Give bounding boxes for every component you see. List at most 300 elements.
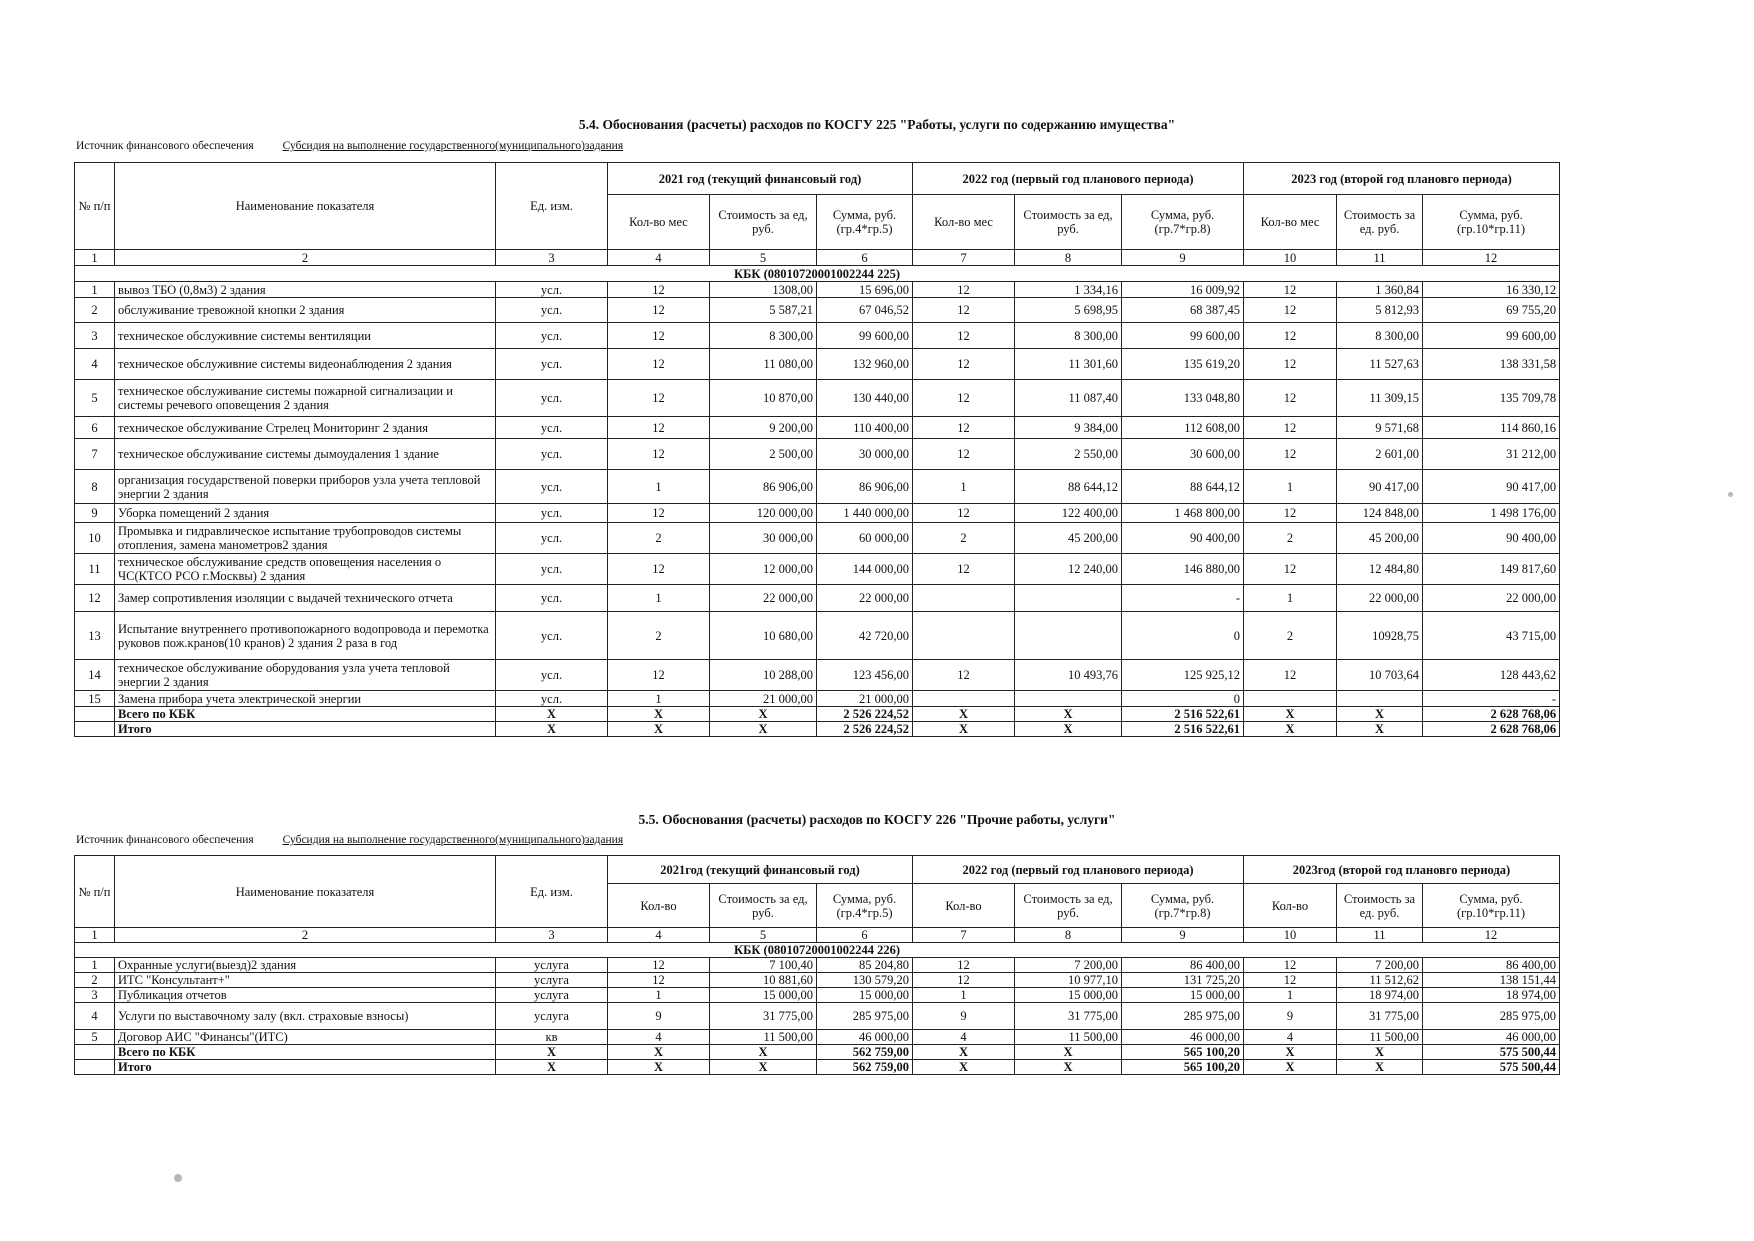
- total-label: Итого: [115, 722, 496, 737]
- sum-2022: 0: [1122, 691, 1244, 707]
- header-price-2021: Стоимость за ед, руб.: [710, 884, 817, 928]
- section2-header: [75, 856, 1560, 928]
- total-sum-2023: 575 500,44: [1423, 1045, 1560, 1060]
- row-num: 3: [75, 323, 115, 349]
- column-number: 6: [817, 928, 913, 943]
- kbk-code: КБК (08010720001002244 226): [75, 943, 1560, 958]
- qty-2023: 1: [1244, 470, 1337, 504]
- total-sum-2021: 562 759,00: [817, 1060, 913, 1075]
- qty-2021: 12: [608, 417, 710, 439]
- header-year-2022: 2022 год (первый год планового периода): [913, 856, 1244, 884]
- qty-2021: 12: [608, 439, 710, 470]
- total-unit: Х: [496, 722, 608, 737]
- column-number: 9: [1122, 250, 1244, 266]
- table-row: [75, 554, 1560, 585]
- qty-2023: 12: [1244, 349, 1337, 380]
- qty-2022: 12: [913, 958, 1015, 973]
- sum-2022: 1 468 800,00: [1122, 504, 1244, 523]
- total-price-2022: Х: [1015, 722, 1122, 737]
- table-row: [75, 958, 1560, 973]
- sum-2021: 110 400,00: [817, 417, 913, 439]
- sum-2021: 144 000,00: [817, 554, 913, 585]
- header-sum-2023: Сумма, руб. (гр.10*гр.11): [1423, 195, 1560, 250]
- column-numbers-row: [75, 928, 1560, 943]
- table-row: [75, 988, 1560, 1003]
- qty-2022: 1: [913, 470, 1015, 504]
- row-num: 5: [75, 1030, 115, 1045]
- header-price-2023: Стоимость за ед. руб.: [1337, 884, 1423, 928]
- column-number: 8: [1015, 250, 1122, 266]
- sum-2021: 15 000,00: [817, 988, 913, 1003]
- sum-2022: 131 725,20: [1122, 973, 1244, 988]
- scan-speck: [1728, 492, 1733, 497]
- header-year-2021: 2021год (текущий финансовый год): [608, 856, 913, 884]
- sum-2021: 99 600,00: [817, 323, 913, 349]
- sum-2021: 67 046,52: [817, 298, 913, 323]
- qty-2021: 12: [608, 349, 710, 380]
- kbk-row: [75, 266, 1560, 282]
- header-price-2023: Стоимость за ед. руб.: [1337, 195, 1423, 250]
- table-row: [75, 323, 1560, 349]
- qty-2023: 12: [1244, 554, 1337, 585]
- total-sum-2023: 2 628 768,06: [1423, 707, 1560, 722]
- sum-2021: 15 696,00: [817, 282, 913, 298]
- price-2021: 120 000,00: [710, 504, 817, 523]
- sum-2023: 138 151,44: [1423, 973, 1560, 988]
- qty-2023: 12: [1244, 660, 1337, 691]
- sum-2022: 15 000,00: [1122, 988, 1244, 1003]
- row-unit: усл.: [496, 439, 608, 470]
- header-year-2023: 2023 год (второй год плановго периода): [1244, 163, 1560, 195]
- price-2021: 2 500,00: [710, 439, 817, 470]
- table-row: [75, 349, 1560, 380]
- total-price-2023: Х: [1337, 1045, 1423, 1060]
- row-unit: усл.: [496, 612, 608, 660]
- column-number: 2: [115, 250, 496, 266]
- kbk-row: [75, 943, 1560, 958]
- row-unit: усл.: [496, 470, 608, 504]
- total-qty-2023: Х: [1244, 1045, 1337, 1060]
- header-price-2022: Стоимость за ед, руб.: [1015, 884, 1122, 928]
- column-number: 11: [1337, 250, 1423, 266]
- row-unit: усл.: [496, 417, 608, 439]
- price-2023: 9 571,68: [1337, 417, 1423, 439]
- price-2021: 15 000,00: [710, 988, 817, 1003]
- price-2022: 88 644,12: [1015, 470, 1122, 504]
- qty-2023: 12: [1244, 298, 1337, 323]
- source-label: Источник финансового обеспечения: [76, 140, 254, 152]
- table-row: [75, 523, 1560, 554]
- row-name: техническое обслуживание средств оповещения населения о ЧС(КТСО РСО г.Москвы) 2 здания: [115, 554, 496, 585]
- qty-2023: 12: [1244, 973, 1337, 988]
- total-price-2022: Х: [1015, 707, 1122, 722]
- row-num: 4: [75, 1003, 115, 1030]
- sum-2023: 90 417,00: [1423, 470, 1560, 504]
- header-sum-2022: Сумма, руб. (гр.7*гр.8): [1122, 195, 1244, 250]
- qty-2022: 12: [913, 417, 1015, 439]
- price-2023: [1337, 691, 1423, 707]
- price-2021: 11 080,00: [710, 349, 817, 380]
- sum-2023: 135 709,78: [1423, 380, 1560, 417]
- price-2021: 5 587,21: [710, 298, 817, 323]
- total-sum-2021: 2 526 224,52: [817, 722, 913, 737]
- scan-speck: [174, 1174, 182, 1182]
- total-num: [75, 722, 115, 737]
- sum-2023: 1 498 176,00: [1423, 504, 1560, 523]
- row-unit: усл.: [496, 691, 608, 707]
- column-number: 10: [1244, 928, 1337, 943]
- qty-2021: 12: [608, 282, 710, 298]
- header-qty-2023: Кол-во мес: [1244, 195, 1337, 250]
- table-row: [75, 470, 1560, 504]
- price-2022: 15 000,00: [1015, 988, 1122, 1003]
- sum-2021: 85 204,80: [817, 958, 913, 973]
- row-num: 15: [75, 691, 115, 707]
- qty-2023: 12: [1244, 958, 1337, 973]
- sum-2022: 68 387,45: [1122, 298, 1244, 323]
- row-name: Услуги по выставочному залу (вкл. страховые взносы): [115, 1003, 496, 1030]
- price-2021: 21 000,00: [710, 691, 817, 707]
- price-2023: 5 812,93: [1337, 298, 1423, 323]
- sum-2021: 42 720,00: [817, 612, 913, 660]
- qty-2022: 12: [913, 282, 1015, 298]
- qty-2021: 12: [608, 380, 710, 417]
- qty-2022: 12: [913, 973, 1015, 988]
- total-sum-2022: 565 100,20: [1122, 1060, 1244, 1075]
- column-number: 7: [913, 928, 1015, 943]
- price-2022: 2 550,00: [1015, 439, 1122, 470]
- price-2023: 11 500,00: [1337, 1030, 1423, 1045]
- price-2023: 7 200,00: [1337, 958, 1423, 973]
- row-num: 11: [75, 554, 115, 585]
- row-name: техническое обслуживание системы пожарной сигнализации и системы речевого оповещения 2 здания: [115, 380, 496, 417]
- price-2022: 7 200,00: [1015, 958, 1122, 973]
- qty-2021: 2: [608, 523, 710, 554]
- row-unit: услуга: [496, 973, 608, 988]
- total-qty-2022: Х: [913, 707, 1015, 722]
- qty-2023: 12: [1244, 439, 1337, 470]
- price-2023: 124 848,00: [1337, 504, 1423, 523]
- qty-2023: 12: [1244, 417, 1337, 439]
- row-num: 4: [75, 349, 115, 380]
- row-unit: усл.: [496, 380, 608, 417]
- column-number: 4: [608, 928, 710, 943]
- price-2021: 10 881,60: [710, 973, 817, 988]
- price-2022: 31 775,00: [1015, 1003, 1122, 1030]
- header-qty-2023: Кол-во: [1244, 884, 1337, 928]
- row-name: Замер сопротивления изоляции с выдачей технического отчета: [115, 585, 496, 612]
- table-row: [75, 973, 1560, 988]
- price-2023: 18 974,00: [1337, 988, 1423, 1003]
- column-numbers-row: [75, 250, 1560, 266]
- column-number: 5: [710, 250, 817, 266]
- total-price-2021: Х: [710, 1045, 817, 1060]
- qty-2022: 12: [913, 323, 1015, 349]
- sum-2022: 86 400,00: [1122, 958, 1244, 973]
- sum-2023: 43 715,00: [1423, 612, 1560, 660]
- qty-2022: 9: [913, 1003, 1015, 1030]
- total-sum-2021: 2 526 224,52: [817, 707, 913, 722]
- sum-2022: 88 644,12: [1122, 470, 1244, 504]
- column-number: 3: [496, 928, 608, 943]
- sum-2023: -: [1423, 691, 1560, 707]
- qty-2023: 1: [1244, 585, 1337, 612]
- price-2023: 31 775,00: [1337, 1003, 1423, 1030]
- sum-2021: 132 960,00: [817, 349, 913, 380]
- qty-2022: 12: [913, 554, 1015, 585]
- row-num: 2: [75, 298, 115, 323]
- total-row: [75, 1060, 1560, 1075]
- section2-body: [75, 928, 1560, 1075]
- sum-2023: 69 755,20: [1423, 298, 1560, 323]
- sum-2023: 114 860,16: [1423, 417, 1560, 439]
- table-row: [75, 504, 1560, 523]
- price-2022: 9 384,00: [1015, 417, 1122, 439]
- price-2021: 31 775,00: [710, 1003, 817, 1030]
- row-unit: усл.: [496, 349, 608, 380]
- table-row: [75, 417, 1560, 439]
- row-unit: кв: [496, 1030, 608, 1045]
- qty-2022: 12: [913, 298, 1015, 323]
- row-unit: усл.: [496, 523, 608, 554]
- price-2021: 86 906,00: [710, 470, 817, 504]
- row-name: техническое обслуживание системы дымоудаления 1 здание: [115, 439, 496, 470]
- table-row: [75, 1003, 1560, 1030]
- sum-2022: 90 400,00: [1122, 523, 1244, 554]
- price-2022: 11 301,60: [1015, 349, 1122, 380]
- total-price-2022: Х: [1015, 1045, 1122, 1060]
- header-unit: Ед. изм.: [496, 856, 608, 928]
- price-2022: 12 240,00: [1015, 554, 1122, 585]
- row-name: Публикация отчетов: [115, 988, 496, 1003]
- total-price-2023: Х: [1337, 1060, 1423, 1075]
- header-qty-2022: Кол-во мес: [913, 195, 1015, 250]
- row-unit: усл.: [496, 585, 608, 612]
- row-unit: услуга: [496, 958, 608, 973]
- sum-2022: 99 600,00: [1122, 323, 1244, 349]
- row-name: Испытание внутреннего противопожарного водопровода и перемотка руковов пож.кранов(10 кранов) 2 здания 2 раза в год: [115, 612, 496, 660]
- price-2023: 2 601,00: [1337, 439, 1423, 470]
- total-qty-2021: Х: [608, 707, 710, 722]
- sum-2022: 0: [1122, 612, 1244, 660]
- total-price-2021: Х: [710, 722, 817, 737]
- sum-2023: 18 974,00: [1423, 988, 1560, 1003]
- header-unit: Ед. изм.: [496, 163, 608, 250]
- total-qty-2022: Х: [913, 722, 1015, 737]
- sum-2023: 285 975,00: [1423, 1003, 1560, 1030]
- row-num: 5: [75, 380, 115, 417]
- total-sum-2021: 562 759,00: [817, 1045, 913, 1060]
- row-unit: усл.: [496, 282, 608, 298]
- row-name: Договор АИС "Финансы"(ИТС): [115, 1030, 496, 1045]
- row-num: 7: [75, 439, 115, 470]
- sum-2021: 22 000,00: [817, 585, 913, 612]
- sum-2022: 112 608,00: [1122, 417, 1244, 439]
- source-value: Субсидия на выполнение государственного(муниципального)задания: [282, 140, 624, 152]
- total-qty-2023: Х: [1244, 707, 1337, 722]
- price-2022: 122 400,00: [1015, 504, 1122, 523]
- price-2021: 11 500,00: [710, 1030, 817, 1045]
- price-2023: 12 484,80: [1337, 554, 1423, 585]
- total-sum-2023: 575 500,44: [1423, 1060, 1560, 1075]
- qty-2021: 12: [608, 973, 710, 988]
- row-name: вывоз ТБО (0,8м3) 2 здания: [115, 282, 496, 298]
- section1-title: 5.4. Обоснования (расчеты) расходов по КОСГУ 225 "Работы, услуги по содержанию имущества": [578, 117, 1176, 132]
- column-number: 12: [1423, 928, 1560, 943]
- sum-2023: 99 600,00: [1423, 323, 1560, 349]
- sum-2021: 123 456,00: [817, 660, 913, 691]
- row-unit: усл.: [496, 660, 608, 691]
- price-2023: 22 000,00: [1337, 585, 1423, 612]
- price-2022: 10 493,76: [1015, 660, 1122, 691]
- column-number: 2: [115, 928, 496, 943]
- total-sum-2022: 2 516 522,61: [1122, 722, 1244, 737]
- header-price-2021: Стоимость за ед, руб.: [710, 195, 817, 250]
- row-num: 2: [75, 973, 115, 988]
- qty-2022: 12: [913, 660, 1015, 691]
- qty-2022: 2: [913, 523, 1015, 554]
- price-2022: 45 200,00: [1015, 523, 1122, 554]
- column-number: 1: [75, 928, 115, 943]
- price-2021: 10 680,00: [710, 612, 817, 660]
- qty-2021: 1: [608, 988, 710, 1003]
- column-number: 8: [1015, 928, 1122, 943]
- price-2022: 8 300,00: [1015, 323, 1122, 349]
- price-2022: 11 087,40: [1015, 380, 1122, 417]
- header-sum-2022: Сумма, руб. (гр.7*гр.8): [1122, 884, 1244, 928]
- total-unit: Х: [496, 1060, 608, 1075]
- price-2022: 11 500,00: [1015, 1030, 1122, 1045]
- sum-2021: 86 906,00: [817, 470, 913, 504]
- row-unit: усл.: [496, 323, 608, 349]
- column-number: 9: [1122, 928, 1244, 943]
- section1-source: [76, 140, 623, 152]
- sum-2023: 149 817,60: [1423, 554, 1560, 585]
- row-name: Замена прибора учета электрической энергии: [115, 691, 496, 707]
- total-qty-2023: Х: [1244, 1060, 1337, 1075]
- header-num: № п/п: [75, 163, 115, 250]
- total-num: [75, 707, 115, 722]
- row-name: техническое обслуживние системы видеонаблюдения 2 здания: [115, 349, 496, 380]
- sum-2021: 21 000,00: [817, 691, 913, 707]
- total-num: [75, 1060, 115, 1075]
- sum-2022: 133 048,80: [1122, 380, 1244, 417]
- row-name: техническое обслуживание Стрелец Мониторинг 2 здания: [115, 417, 496, 439]
- sum-2022: 46 000,00: [1122, 1030, 1244, 1045]
- header-name: Наименование показателя: [115, 163, 496, 250]
- sum-2021: 130 579,20: [817, 973, 913, 988]
- header-sum-2021: Сумма, руб. (гр.4*гр.5): [817, 884, 913, 928]
- header-qty-2022: Кол-во: [913, 884, 1015, 928]
- table-row: [75, 380, 1560, 417]
- qty-2021: 12: [608, 298, 710, 323]
- price-2021: 7 100,40: [710, 958, 817, 973]
- sum-2021: 30 000,00: [817, 439, 913, 470]
- qty-2021: 4: [608, 1030, 710, 1045]
- sum-2021: 60 000,00: [817, 523, 913, 554]
- sum-2023: 128 443,62: [1423, 660, 1560, 691]
- qty-2023: [1244, 691, 1337, 707]
- total-label: Всего по КБК: [115, 707, 496, 722]
- sum-2022: 285 975,00: [1122, 1003, 1244, 1030]
- price-2023: 11 512,62: [1337, 973, 1423, 988]
- sum-2022: 146 880,00: [1122, 554, 1244, 585]
- sum-2022: 30 600,00: [1122, 439, 1244, 470]
- qty-2021: 12: [608, 660, 710, 691]
- section1-header: [75, 163, 1560, 250]
- total-qty-2021: Х: [608, 722, 710, 737]
- total-qty-2021: Х: [608, 1045, 710, 1060]
- total-num: [75, 1045, 115, 1060]
- table-row: [75, 1030, 1560, 1045]
- section2-title: 5.5. Обоснования (расчеты) расходов по КОСГУ 226 "Прочие работы, услуги": [638, 812, 1116, 827]
- total-price-2022: Х: [1015, 1060, 1122, 1075]
- table-row: [75, 298, 1560, 323]
- total-sum-2022: 2 516 522,61: [1122, 707, 1244, 722]
- header-year-2022: 2022 год (первый год планового периода): [913, 163, 1244, 195]
- header-year-2023: 2023год (второй год плановго периода): [1244, 856, 1560, 884]
- table-row: [75, 585, 1560, 612]
- qty-2023: 2: [1244, 523, 1337, 554]
- column-number: 1: [75, 250, 115, 266]
- qty-2023: 12: [1244, 380, 1337, 417]
- total-qty-2023: Х: [1244, 722, 1337, 737]
- price-2022: [1015, 612, 1122, 660]
- header-num: № п/п: [75, 856, 115, 928]
- qty-2021: 12: [608, 958, 710, 973]
- sum-2023: 46 000,00: [1423, 1030, 1560, 1045]
- row-num: 10: [75, 523, 115, 554]
- total-price-2021: Х: [710, 1060, 817, 1075]
- section2-source: [76, 834, 623, 846]
- sum-2022: 125 925,12: [1122, 660, 1244, 691]
- total-qty-2022: Х: [913, 1045, 1015, 1060]
- row-unit: усл.: [496, 298, 608, 323]
- section1-table: [74, 162, 1560, 737]
- qty-2022: [913, 585, 1015, 612]
- total-label: Итого: [115, 1060, 496, 1075]
- row-name: техническое обслуживние системы вентиляции: [115, 323, 496, 349]
- sum-2021: 1 440 000,00: [817, 504, 913, 523]
- column-number: 5: [710, 928, 817, 943]
- price-2023: 10 703,64: [1337, 660, 1423, 691]
- row-name: техническое обслуживание оборудования узла учета тепловой энергии 2 здания: [115, 660, 496, 691]
- row-num: 1: [75, 282, 115, 298]
- sum-2021: 46 000,00: [817, 1030, 913, 1045]
- section2-table: [74, 855, 1560, 1075]
- column-number: 11: [1337, 928, 1423, 943]
- total-sum-2023: 2 628 768,06: [1423, 722, 1560, 737]
- sum-2021: 285 975,00: [817, 1003, 913, 1030]
- kbk-code: КБК (08010720001002244 225): [75, 266, 1560, 282]
- source-label: Источник финансового обеспечения: [76, 834, 254, 846]
- sum-2022: 16 009,92: [1122, 282, 1244, 298]
- qty-2022: 12: [913, 380, 1015, 417]
- qty-2023: 1: [1244, 988, 1337, 1003]
- price-2021: 1308,00: [710, 282, 817, 298]
- total-sum-2022: 565 100,20: [1122, 1045, 1244, 1060]
- row-name: ИТС "Консультант+": [115, 973, 496, 988]
- qty-2021: 12: [608, 504, 710, 523]
- row-num: 14: [75, 660, 115, 691]
- price-2023: 11 309,15: [1337, 380, 1423, 417]
- total-qty-2021: Х: [608, 1060, 710, 1075]
- column-number: 7: [913, 250, 1015, 266]
- row-num: 3: [75, 988, 115, 1003]
- header-qty-2021: Кол-во мес: [608, 195, 710, 250]
- price-2021: 10 288,00: [710, 660, 817, 691]
- sum-2023: 16 330,12: [1423, 282, 1560, 298]
